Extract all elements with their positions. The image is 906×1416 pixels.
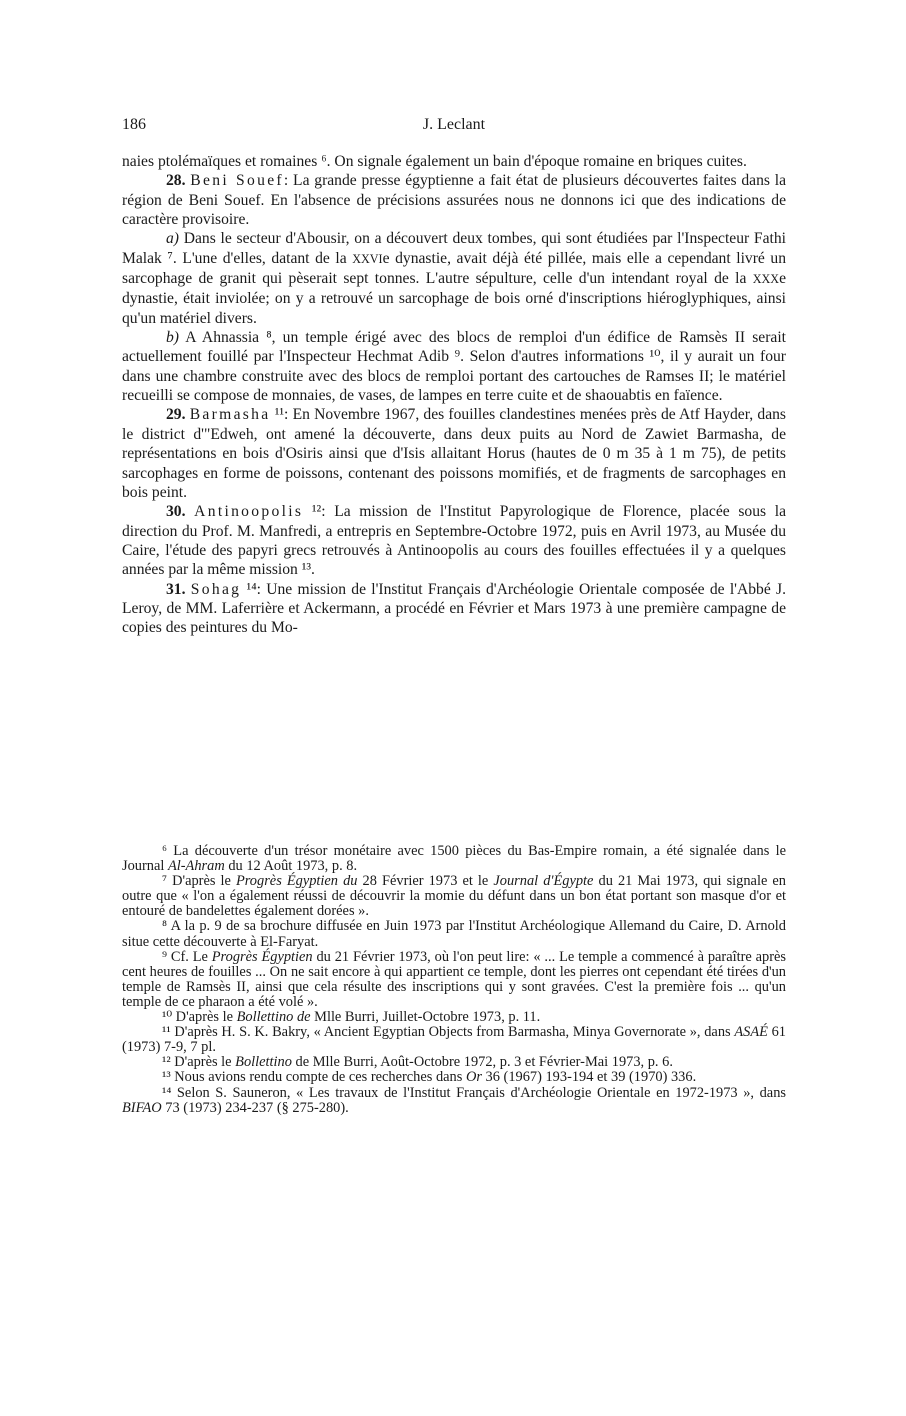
running-title-author: J. Leclant — [422, 116, 486, 133]
section-number: 31. — [166, 580, 186, 598]
footnote-6: ⁶ La découverte d'un trésor monétaire avec 1500 pièces du Bas-Empire romain, a été signalée dans le Journal Al-Ahram du 12 Août 1973, p. 8. — [122, 843, 786, 875]
running-header — [122, 116, 786, 138]
place-name: Antinoopolis — [194, 503, 304, 521]
section-number: 29. — [166, 406, 186, 424]
main-text — [122, 152, 786, 638]
footnote-7: ⁷ D'après le Progrès Égyptien du 28 Février 1973 et le Journal d'Égypte du 21 Mai 1973, qui signale en outre que « l'on a également réussi de découvrir la momie du défunt dans un bon état portant son masque d'or et entouré de bandelettes également dorées ». — [122, 873, 786, 920]
paragraph-a-abousir: a) Dans le secteur d'Abousir, on a découvert deux tombes, qui sont étudiées par l'Inspecteur Fathi Malak ⁷. L'une d'elles, datant de la XXVIe dynastie, avait déjà été pillée, mais elle a cependant livré un sarcophage de granit qui pèserait sept tonnes. L'autre sépulture, celle d'un intendant royal de la XXXe dynastie, était inviolée; on y a retrouvé un sarcophage de bois orné d'inscriptions hiéroglyphiques, ainsi qu'un matériel divers. — [122, 230, 786, 327]
page-number: 186 — [122, 116, 146, 133]
footnote-10: ¹⁰ D'après le Bollettino de Mlle Burri, Juillet-Octobre 1973, p. 11. — [162, 1009, 541, 1026]
paragraph-b-ahnassia: b) A Ahnassia ⁸, un temple érigé avec des blocs de remploi d'un édifice de Ramsès II serait actuellement fouillé par l'Inspecteur Hechmat Adib ⁹. Selon d'autres informations ¹⁰, il y aurait un four dans une chambre construite avec des blocs de remploi portant des cartouches de Ramses II; le matériel recueilli se compose de monnaies, de vases, de lampes en terre cuite et de shaouabtis en faïence. — [122, 329, 786, 405]
section-number: 30. — [166, 503, 186, 521]
place-name: Barmasha — [189, 406, 271, 424]
section-number: 28. — [166, 172, 186, 190]
paragraph-28-beni-souef: 28. Beni Souef: La grande presse égyptienne a fait état de plusieurs découvertes faites dans la région de Beni Souef. En l'absence de précisions assurées nous ne donnons ici que des indications de caractère provisoire. — [122, 172, 787, 229]
footnote-12: ¹² D'après le Bollettino de Mlle Burri, Août-Octobre 1972, p. 3 et Février-Mai 1973, p. 6. — [162, 1054, 673, 1071]
place-name: Sohag — [190, 580, 242, 598]
footnote-13: ¹³ Nous avions rendu compte de ces recherches dans Or 36 (1967) 193-194 et 39 (1970) 336. — [162, 1069, 697, 1086]
footnote-14: ¹⁴ Selon S. Sauneron, « Les travaux de l'Institut Français d'Archéologie Orientale en 1972-1973 », dans BIFAO 73 (1973) 234-237 (§ 275-280). — [122, 1084, 786, 1116]
paragraph-continuation: naies ptolémaïques et romaines ⁶. On signale également un bain d'époque romaine en briques cuites. — [122, 153, 747, 170]
footnotes — [122, 844, 786, 1116]
paragraph-29-barmasha: 29. Barmasha ¹¹: En Novembre 1967, des fouilles clandestines menées près de Atf Hayder, dans le district d'"Edweh, ont amené la découverte, dans deux puits au Nord de Zawiet Barmasha, de représentations en bois d'Osiris ainsi que d'Isis allaitant Horus (hautes de 0 m 35 à 1 m 75), de petits sarcophages en forme de poissons, contenant des poissons momifiés, et de fragments de sarcophages en bois peint. — [122, 406, 786, 501]
footnote-8: ⁸ A la p. 9 de sa brochure diffusée en Juin 1973 par l'Institut Archéologique Allemand du Caire, D. Arnold situe cette découverte à El-Faryat. — [122, 918, 786, 950]
paragraph-30-antinoopolis: 30. Antinoopolis ¹²: La mission de l'Institut Papyrologique de Florence, placée sous la direction du Prof. M. Manfredi, a entrepris en Septembre-Octobre 1972, puis en Avril 1973, au Musée du Caire, l'étude des papyri grecs retrouvés à Antinoopolis au cours des fouilles effectuées il y a quelques années par la même mission ¹³. — [122, 503, 786, 579]
footnote-9: ⁹ Cf. Le Progrès Égyptien du 21 Février 1973, où l'on peut lire: « ... Le temple a commencé à paraître après cent heures de fouilles ... On ne sait encore à qui appartient ce temple, dont les pierres ont cependant été tirées d'un temple de Ramsès II, ainsi que cela résulte des inscriptions qui y sont gravées. C'est la première fois ... qu'un temple de ce pharaon a été volé ». — [122, 948, 786, 1010]
place-name: Beni Souef — [190, 172, 284, 190]
paragraph-31-sohag: 31. Sohag ¹⁴: Une mission de l'Institut Français d'Archéologie Orientale composée de l'Abbé J. Leroy, de MM. Laferrière et Ackermann, a procédé en Février et Mars 1973 à une première campagne de copies des peintures du Mo- — [122, 580, 786, 637]
footnote-11: ¹¹ D'après H. S. K. Bakry, « Ancient Egyptian Objects from Barmasha, Minya Governorate », dans ASAÉ 61 (1973) 7-9, 7 pl. — [122, 1024, 787, 1056]
